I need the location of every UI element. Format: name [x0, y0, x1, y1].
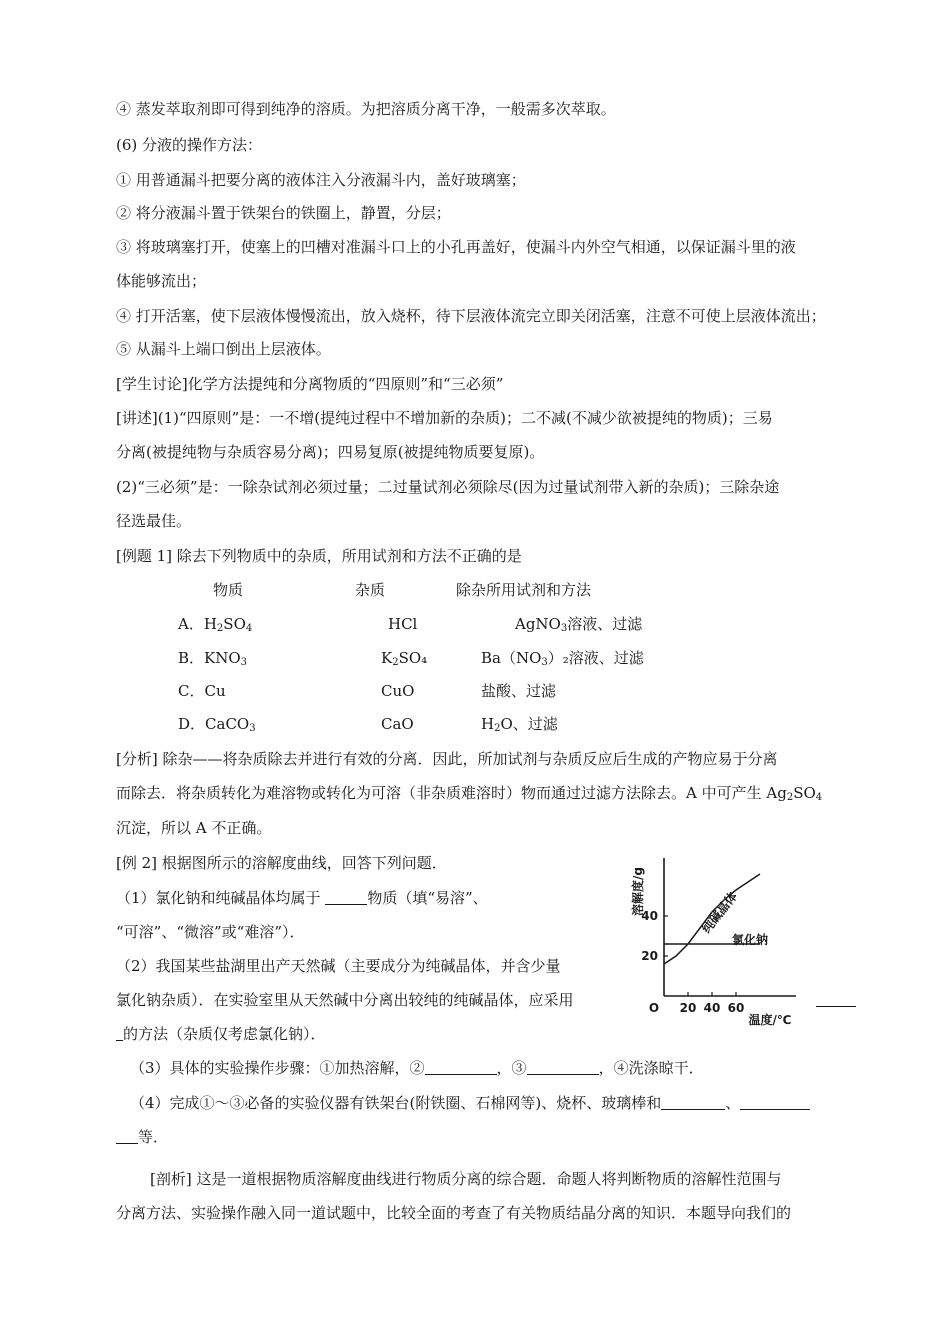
table-header: 杂质	[355, 581, 386, 599]
table-cell-substance: D．CaCO$_3$	[178, 715, 256, 734]
question-line: （4）完成①～③必备的实验仪器有铁架台(附铁圈、石棉网等)、烧杯、玻璃棒和 、	[130, 1093, 810, 1113]
text-line: ⑤ 从漏斗上端口倒出上层液体。	[116, 340, 331, 358]
table-cell-impurity: CuO	[381, 682, 415, 700]
text-line: [讲述](1)“四原则”是：一不增(提纯过程中不增加新的杂质)；二不减(不减少欲被提纯的物质)；三易	[116, 409, 773, 427]
x-axis-label: 温度/℃	[748, 1013, 792, 1027]
table-cell-reagent: 盐酸、过滤	[481, 682, 557, 700]
commentary-line: 分离方法、实验操作融入同一道试题中，比较全面的考查了有关物质结晶分离的知识．本题导向我们的	[116, 1204, 792, 1222]
example-heading: [例 2] 根据图所示的溶解度曲线，回答下列问题．	[116, 854, 447, 872]
text-line: ① 用普通漏斗把要分离的液体注入分液漏斗内，盖好玻璃塞；	[116, 171, 526, 189]
analysis-line: 而除去．将杂质转化为难溶物或转化为可溶（非杂质难溶时）物而通过过滤方法除去。A 中可产生 $Ag_2SO_4$	[116, 784, 823, 803]
table-cell-substance: B．$KNO_3$	[178, 649, 248, 668]
analysis-line: 沉淀，所以 A 不正确。	[116, 819, 272, 837]
answer-blank[interactable]	[527, 1059, 599, 1075]
text-line: ② 将分液漏斗置于铁架台的铁圈上，静置，分层；	[116, 204, 451, 222]
answer-blank[interactable]	[325, 889, 367, 905]
question-line: （1）氯化钠和纯碱晶体均属于 物质（填“易溶”、	[116, 889, 488, 907]
section-heading: (6) 分液的操作方法：	[116, 136, 263, 154]
table-cell-substance: A．$H_2SO_4$	[178, 615, 253, 634]
table-header: 物质	[213, 581, 244, 599]
table-cell-impurity: HCl	[388, 615, 418, 633]
question-line: 等．	[116, 1127, 168, 1147]
question-line: 氯化钠杂质）．在实验室里从天然碱中分离出较纯的纯碱晶体，应采用	[116, 991, 574, 1009]
text-line: 径选最佳。	[116, 512, 192, 530]
y-tick-label: 40	[641, 909, 658, 923]
text-line: (2)“三必须”是：一除杂试剂必须过量；二过量试剂必须除尽(因为过量试剂带入新的杂质)；三除杂途	[116, 478, 780, 496]
answer-blank[interactable]	[661, 1094, 725, 1110]
x-tick-label: O	[648, 1001, 660, 1015]
x-tick-label: 60	[727, 1001, 745, 1015]
answer-blank[interactable]	[740, 1094, 810, 1110]
question-line: 的方法（杂质仅考虑氯化钠）．	[116, 1024, 326, 1044]
answer-blank[interactable]	[816, 991, 856, 1007]
table-header: 除杂所用试剂和方法	[456, 581, 592, 599]
question-line: （3）具体的实验操作步骤：①加热溶解，② ，③ ，④洗涤晾干．	[130, 1059, 704, 1077]
text-line: 体能够流出；	[116, 272, 207, 290]
table-cell-impurity: $K_2SO_4$	[381, 649, 428, 668]
table-cell-reagent: AgNO$_3$溶液、过滤	[515, 615, 643, 634]
y-axis-label: 溶解度/g	[631, 867, 645, 916]
example-heading: [例题 1] 除去下列物质中的杂质，所用试剂和方法不正确的是	[116, 547, 522, 565]
table-cell-reagent: $Ba(NO_3)_2$溶液、过滤	[481, 649, 644, 668]
answer-blank[interactable]	[425, 1059, 497, 1075]
series-label-soda: 纯碱晶体	[699, 889, 740, 936]
table-cell-substance: C．Cu	[178, 682, 226, 700]
x-tick-label: 40	[703, 1001, 721, 1015]
analysis-line: [分析] 除杂——将杂质除去并进行有效的分离．因此，所加试剂与杂质反应后生成的产物应易于分离	[116, 750, 778, 768]
text-line: ④ 打开活塞，使下层液体慢慢流出，放入烧杯，待下层液体流完立即关闭活塞，注意不可使上层液体流出；	[116, 307, 826, 325]
answer-blank[interactable]	[116, 1128, 138, 1144]
answer-blank[interactable]	[116, 1025, 123, 1041]
solubility-chart	[620, 848, 820, 1032]
x-tick-label: 20	[679, 1001, 697, 1015]
commentary-line: [剖析] 这是一道根据物质溶解度曲线进行物质分离的综合题．命题人将判断物质的溶解性范围与	[150, 1170, 782, 1188]
series-label-nacl: 氯化钠	[732, 933, 769, 947]
table-cell-reagent: $H_2O$、过滤	[481, 715, 558, 734]
text-line: [学生讨论]化学方法提纯和分离物质的“四原则”和“三必须”	[116, 375, 504, 393]
text-line: ③ 将玻璃塞打开，使塞上的凹槽对准漏斗口上的小孔再盖好，使漏斗内外空气相通，以保证漏斗里的液	[116, 238, 796, 256]
text-line: ④ 蒸发萃取剂即可得到纯净的溶质。为把溶质分离干净，一般需多次萃取。	[116, 100, 616, 118]
y-tick-label: 20	[641, 949, 658, 963]
table-cell-impurity: CaO	[381, 715, 414, 733]
question-line: “可溶”、“微溶”或“难溶”）．	[116, 923, 305, 941]
question-line: （2）我国某些盐湖里出产天然碱（主要成分为纯碱晶体，并含少量	[116, 957, 561, 975]
text-line: 分离(被提纯物与杂质容易分离)；四易复原(被提纯物质要复原)。	[116, 443, 545, 461]
